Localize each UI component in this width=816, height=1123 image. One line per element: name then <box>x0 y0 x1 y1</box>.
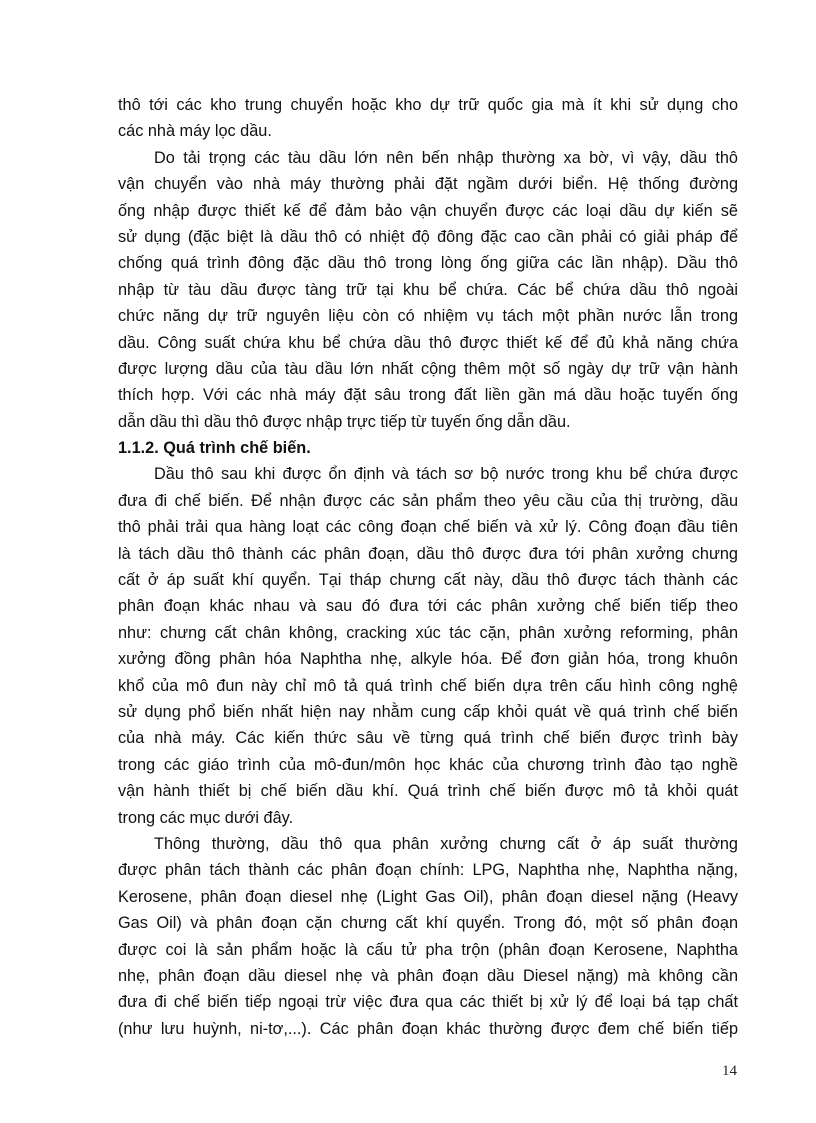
text-line: dầu. Công suất chứa khu bể chứa dầu thô được thiết kế để đủ khả năng chứa <box>118 333 738 352</box>
text-line: sử dụng phổ biến nhất hiện nay nhằm cung cấp khỏi quát về quá trình chế biến <box>118 702 738 721</box>
text-line: Kerosene, phân đoạn diesel nhẹ (Light Gas Oil), phân đoạn diesel nặng (Heavy <box>118 887 738 906</box>
section-heading: 1.1.2. Quá trình chế biến. <box>118 439 311 458</box>
text-line: (như lưu huỳnh, ni-tơ,...). Các phân đoạn khác thường được đem chế biến tiếp <box>118 1019 738 1038</box>
text-line: của nhà máy. Các kiến thức sâu về từng quá trình chế biến được trình bày <box>118 729 738 748</box>
text-line: vận chuyển vào nhà máy thường phải đặt ngầm dưới biển. Hệ thống đường <box>118 175 738 194</box>
text-line: ống nhập được thiết kế để đảm bảo vận chuyển được các loại dầu dự kiến sẽ <box>118 201 738 220</box>
text-line: Thông thường, dầu thô qua phân xưởng chưng cất ở áp suất thường <box>154 834 738 853</box>
text-line: khổ của mô đun này chỉ mô tả quá trình chế biến dựa trên cấu hình công nghệ <box>118 676 738 695</box>
text-line: sử dụng (đặc biệt là dầu thô có nhiệt độ đông đặc cao cần phải có giải pháp để <box>118 227 738 246</box>
text-line: dẫn dầu thì dầu thô được nhập trực tiếp từ tuyến ống dẫn dầu. <box>118 412 571 431</box>
text-line: đưa đi chế biến. Để nhận được các sản phẩm theo yêu cầu của thị trường, dầu <box>118 491 738 510</box>
text-line: các nhà máy lọc dầu. <box>118 122 272 141</box>
text-line: Gas Oil) và phân đoạn cặn chưng cất khí quyển. Trong đó, một số phân đoạn <box>118 914 738 933</box>
text-line: trong các mục dưới đây. <box>118 808 294 827</box>
text-line: xưởng đồng phân hóa Naphtha nhẹ, alkyle hóa. Để đơn giản hóa, trong khuôn <box>118 650 738 669</box>
text-line: nhập từ tàu dầu được tàng trữ tại khu bể chứa. Các bể chứa dầu thô ngoài <box>118 280 738 299</box>
text-line: như: chưng cất chân không, cracking xúc tác cặn, phân xưởng reforming, phân <box>118 623 738 642</box>
text-line: phân đoạn khác nhau và sau đó đưa tới các phân xưởng chế biến tiếp theo <box>118 597 738 616</box>
paragraph-3 <box>118 461 738 830</box>
paragraph-1 <box>118 92 738 145</box>
text-line: trong các giáo trình của mô-đun/môn học khác của chương trình đào tạo nghề <box>118 755 738 774</box>
text-line: đưa đi chế biến tiếp ngoại trừ việc đưa qua các thiết bị xử lý để loại bá tạp chất <box>118 993 738 1012</box>
page-body <box>118 92 738 1042</box>
text-line: nhẹ, phân đoạn dầu diesel nhẹ và phân đoạn dầu Diesel nặng) mà không cần <box>118 966 738 985</box>
text-line: được coi là sản phẩm hoặc là cấu tử pha trộn (phân đoạn Kerosene, Naphtha <box>118 940 738 959</box>
paragraph-4 <box>118 831 738 1042</box>
text-line: cất ở áp suất khí quyển. Tại tháp chưng cất này, dầu thô được tách thành các <box>118 571 738 590</box>
page-number: 14 <box>722 1063 737 1079</box>
text-line: Do tải trọng các tàu dầu lớn nên bến nhập thường xa bờ, vì vậy, dầu thô <box>154 148 738 167</box>
text-line: được phân tách thành các phân đoạn chính: LPG, Naphtha nhẹ, Naphtha nặng, <box>118 861 738 880</box>
text-line: vận hành thiết bị chế biến dầu khí. Quá trình chế biến được mô tả khỏi quát <box>118 782 738 801</box>
paragraph-2 <box>118 145 738 435</box>
text-line: thích hợp. Với các nhà máy đặt sâu trong đất liền gần má dầu hoặc tuyến ống <box>118 386 738 405</box>
text-line: chức năng dự trữ nguyên liệu còn có nhiệm vụ tách một phần nước lẫn trong <box>118 307 738 326</box>
text-line: được lượng dầu của tàu dầu lớn nhất cộng thêm một số ngày dự trữ vận hành <box>118 359 738 378</box>
text-line: là tách dầu thô thành các phân đoạn, dầu thô được đưa tới phân xưởng chưng <box>118 544 738 563</box>
text-line: thô tới các kho trung chuyển hoặc kho dự trữ quốc gia mà ít khi sử dụng cho <box>118 96 738 114</box>
text-line: Dầu thô sau khi được ổn định và tách sơ bộ nước trong khu bể chứa được <box>154 465 738 484</box>
text-line: chống quá trình đông đặc dầu thô trong lòng ống giữa các lần nhập). Dầu thô <box>118 254 738 273</box>
text-line: thô phải trải qua hàng loạt các công đoạn chế biến và xử lý. Công đoạn đầu tiên <box>118 518 738 537</box>
